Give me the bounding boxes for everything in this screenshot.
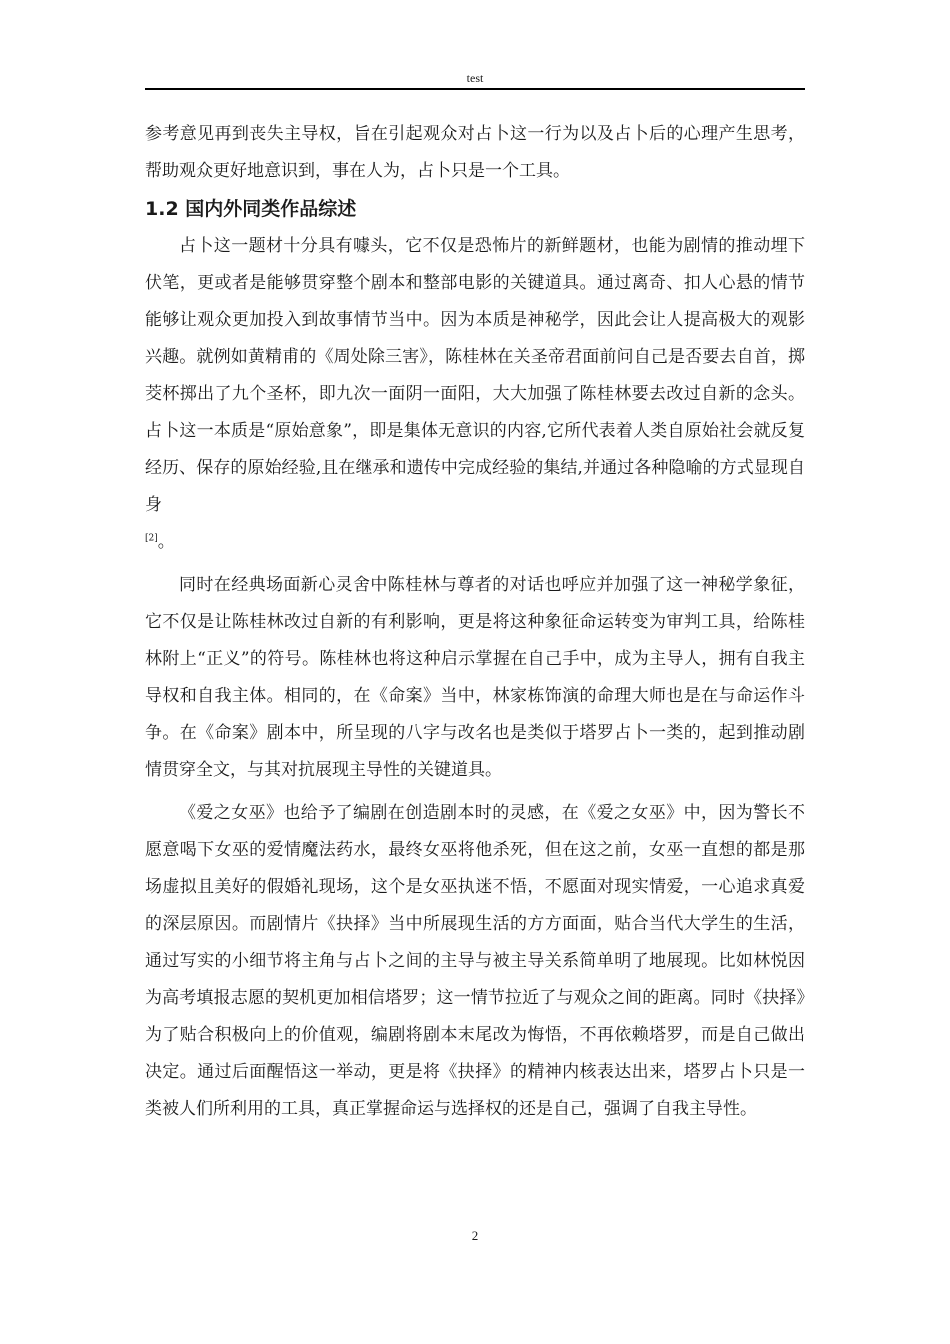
section-heading: 1.2 国内外同类作品综述 xyxy=(145,198,357,220)
citation-tail: 。 xyxy=(157,532,175,552)
paragraph-1 xyxy=(145,228,805,561)
paragraph-3: 《爱之女巫》也给予了编剧在创造剧本时的灵感，在《爱之女巫》中，因为警长不愿意喝下女巫的爱情魔法药水，最终女巫将他杀死，但在这之前，女巫一直想的都是那场虚拟且美好的假婚礼现场，这个是女巫执迷不悟，不愿面对现实情爱，一心追求真爱的深层原因。而剧情片《抉择》当中所展现生活的方方面面，贴合当代大学生的生活，通过写实的小细节将主角与占卜之间的主导与被主导关系简单明了地展现。比如林悦因为高考填报志愿的契机更加相信塔罗；这一情节拉近了与观众之间的距离。同时《抉择》为了贴合积极向上的价值观，编剧将剧本末尾改为悔悟，不再依赖塔罗，而是自己做出决定。通过后面醒悟这一举动，更是将《抉择》的精神内核表达出来，塔罗占卜只是一类被人们所利用的工具，真正掌握命运与选择权的还是自己，强调了自我主导性。 xyxy=(145,803,805,1119)
document-body xyxy=(145,116,805,1128)
citation-marker: [2] xyxy=(145,533,158,544)
page-header: test xyxy=(466,71,484,85)
paragraph-2: 同时在经典场面新心灵舍中陈桂林与尊者的对话也呼应并加强了这一神秘学象征，它不仅是让陈桂林改过自新的有利影响，更是将这种象征命运转变为审判工具，给陈桂林附上“正义”的符号。陈桂林也将这种启示掌握在自己手中，成为主导人，拥有自我主导权和自我主体。相同的，在《命案》当中，林家栋饰演的命理大师也是在与命运作斗争。在《命案》剧本中，所呈现的八字与改名也是类似于塔罗占卜一类的，起到推动剧情贯穿全文，与其对抗展现主导性的关键道具。 xyxy=(145,575,805,780)
header-divider xyxy=(145,88,805,90)
page-number: 2 xyxy=(471,1228,479,1243)
continuation-paragraph: 参考意见再到丧失主导权，旨在引起观众对占卜这一行为以及占卜后的心理产生思考，帮助观众更好地意识到，事在人为，占卜只是一个工具。 xyxy=(145,124,805,181)
paragraph-1-text: 占卜这一题材十分具有噱头，它不仅是恐怖片的新鲜题材，也能为剧情的推动埋下伏笔，更或者是能够贯穿整个剧本和整部电影的关键道具。通过离奇、扣人心悬的情节能够让观众更加投入到故事情节当中。因为本质是神秘学，因此会让人提高极大的观影兴趣。就例如黄精甫的《周处除三害》，陈桂林在关圣帝君面前问自己是否要去自首，掷茭杯掷出了九个圣杯，即九次一面阴一面阳，大大加强了陈桂林要去改过自新的念头。占卜这一本质是“原始意象”，即是集体无意识的内容,它所代表着人类自原始社会就反复经历、保存的原始经验,且在继承和遗传中完成经验的集结,并通过各种隐喻的方式显现自身 xyxy=(145,236,805,515)
